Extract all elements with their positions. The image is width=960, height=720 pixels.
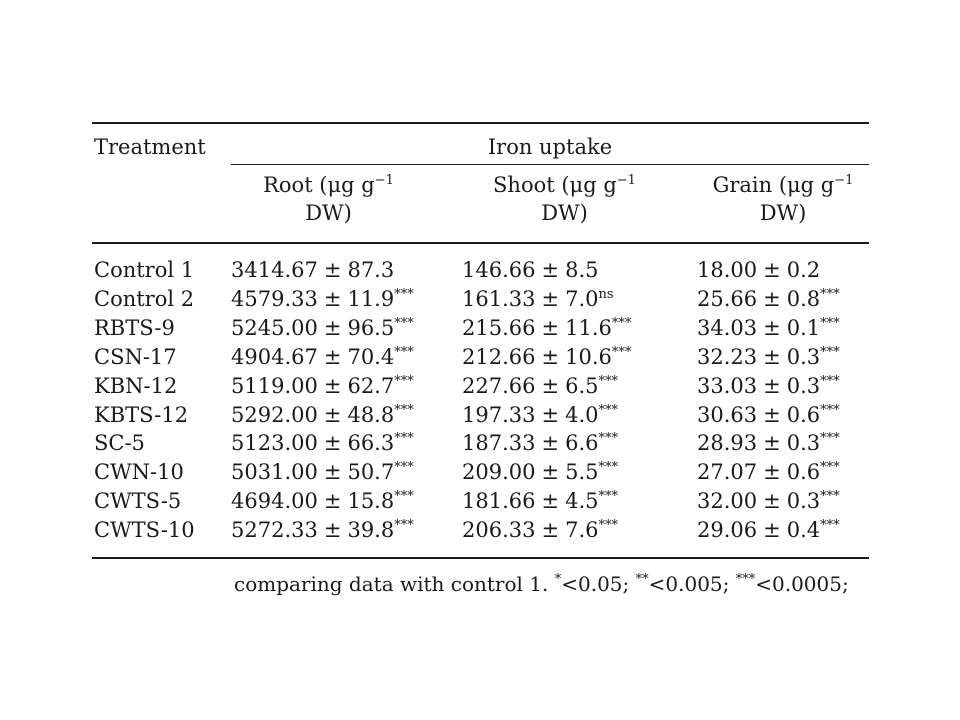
table-row — [92, 256, 869, 284]
shoot-mean: 206.33 — [462, 518, 536, 543]
shoot-sd: 8.5 — [565, 258, 599, 282]
footnote-sig2: ** — [635, 572, 649, 587]
treatment-cell: KBN-12 — [94, 373, 178, 398]
plus-minus-symbol: ± — [323, 402, 342, 427]
table-row — [92, 516, 869, 544]
root-significance: *** — [394, 431, 414, 447]
plus-minus-symbol: ± — [763, 373, 781, 398]
treatment-cell: Control 1 — [94, 258, 195, 282]
root-mean: 4904.67 — [231, 344, 318, 369]
root-cell — [231, 256, 394, 288]
plus-minus-symbol: ± — [323, 489, 342, 514]
root-significance: *** — [394, 402, 414, 418]
column-header-root-line1: Root (μg g — [263, 173, 375, 197]
shoot-cell — [462, 343, 631, 375]
root-sd: 39.8 — [347, 518, 395, 543]
column-header-shoot-line2: DW) — [541, 201, 588, 225]
plus-minus-symbol: ± — [763, 460, 781, 485]
table-row — [92, 285, 869, 313]
shoot-mean: 187.33 — [462, 431, 536, 456]
root-significance: *** — [394, 315, 414, 331]
grain-significance: *** — [820, 402, 840, 418]
grain-cell — [697, 401, 840, 433]
shoot-sd: 5.5 — [565, 460, 599, 485]
plus-minus-symbol: ± — [323, 315, 342, 340]
grain-significance: *** — [820, 460, 840, 476]
root-significance: *** — [394, 344, 414, 360]
plus-minus-symbol: ± — [323, 518, 342, 543]
top-rule — [92, 122, 869, 124]
plus-minus-symbol: ± — [763, 286, 781, 311]
table-row — [92, 487, 869, 515]
root-cell — [231, 343, 414, 375]
grain-cell — [697, 314, 840, 346]
shoot-cell — [462, 256, 599, 288]
column-header-grain — [697, 173, 869, 225]
grain-mean: 28.93 — [697, 431, 758, 456]
grain-cell — [697, 429, 840, 461]
table-row — [92, 372, 869, 400]
root-mean: 5119.00 — [231, 373, 318, 398]
footnote-prefix: comparing data with control 1. — [234, 572, 555, 596]
shoot-cell — [462, 372, 618, 404]
footnote-sig3: *** — [735, 572, 756, 587]
shoot-mean: 161.33 — [462, 286, 536, 311]
grain-significance: *** — [820, 431, 840, 447]
plus-minus-symbol: ± — [541, 460, 560, 485]
shoot-sd: 10.6 — [565, 344, 612, 369]
plus-minus-symbol: ± — [541, 344, 560, 369]
root-mean: 4579.33 — [231, 286, 318, 311]
grain-sd: 0.6 — [786, 402, 821, 427]
column-header-grain-line2: DW) — [759, 201, 807, 225]
footnote-p2: <0.005; — [648, 572, 736, 596]
plus-minus-symbol: ± — [763, 489, 781, 514]
root-mean: 5272.33 — [231, 518, 318, 543]
column-header-grain-exp: −1 — [834, 173, 854, 188]
root-significance: *** — [394, 489, 414, 505]
plus-minus-symbol: ± — [763, 518, 781, 543]
shoot-cell — [462, 458, 618, 490]
grain-mean: 27.07 — [697, 460, 758, 485]
root-cell — [231, 285, 414, 317]
root-cell — [231, 516, 414, 548]
grain-sd: 0.6 — [786, 460, 821, 485]
shoot-sd: 4.0 — [565, 402, 599, 427]
root-mean: 5245.00 — [231, 315, 318, 340]
grain-mean: 32.23 — [697, 344, 758, 369]
column-header-shoot-line1: Shoot (μg g — [493, 173, 617, 197]
grain-sd: 0.3 — [786, 373, 821, 398]
treatment-cell: SC-5 — [94, 431, 145, 456]
grain-mean: 30.63 — [697, 402, 758, 427]
shoot-cell — [462, 516, 618, 548]
grain-mean: 32.00 — [697, 489, 758, 514]
root-mean: 5123.00 — [231, 431, 318, 456]
footnote-p1: <0.05; — [561, 572, 636, 596]
shoot-significance: *** — [598, 518, 618, 534]
root-cell — [231, 429, 414, 461]
shoot-sd: 7.0 — [565, 286, 599, 311]
treatment-cell: CSN-17 — [94, 344, 177, 369]
footnote-p3: <0.0005; — [755, 572, 849, 596]
shoot-cell — [462, 314, 631, 346]
grain-sd: 0.3 — [786, 431, 821, 456]
root-sd: 15.8 — [347, 489, 395, 514]
plus-minus-symbol: ± — [323, 373, 342, 398]
plus-minus-symbol: ± — [541, 315, 560, 340]
grain-sd: 0.3 — [786, 344, 821, 369]
plus-minus-symbol: ± — [541, 431, 560, 456]
plus-minus-symbol: ± — [323, 344, 342, 369]
root-significance: *** — [394, 460, 414, 476]
root-sd: 62.7 — [347, 373, 395, 398]
grain-sd: 0.2 — [786, 258, 821, 282]
grain-sd: 0.3 — [786, 489, 821, 514]
root-sd: 48.8 — [347, 402, 395, 427]
column-header-root-exp: −1 — [374, 173, 394, 188]
grain-significance: *** — [820, 518, 840, 534]
bottom-rule — [92, 557, 869, 559]
grain-sd: 0.8 — [786, 286, 821, 311]
grain-cell — [697, 343, 840, 375]
root-significance: *** — [394, 286, 414, 302]
root-sd: 70.4 — [347, 344, 395, 369]
shoot-sd: 4.5 — [565, 489, 599, 514]
shoot-cell — [462, 401, 618, 433]
column-header-shoot-exp: −1 — [616, 173, 636, 188]
plus-minus-symbol: ± — [541, 286, 560, 311]
shoot-mean: 212.66 — [462, 344, 536, 369]
table-row — [92, 401, 869, 429]
root-significance: *** — [394, 518, 414, 534]
root-cell — [231, 372, 414, 404]
table-footnote — [234, 572, 849, 596]
shoot-significance: *** — [611, 315, 632, 331]
footnote-sig1: * — [554, 572, 562, 587]
root-sd: 66.3 — [347, 431, 395, 456]
header-rule — [92, 242, 869, 244]
grain-mean: 18.00 — [697, 258, 758, 282]
root-sd: 11.9 — [347, 286, 395, 311]
root-mean: 3414.67 — [231, 258, 318, 282]
shoot-significance: *** — [598, 402, 618, 418]
grain-significance: *** — [820, 315, 840, 331]
shoot-sd: 7.6 — [565, 518, 599, 543]
grain-significance: *** — [820, 344, 840, 360]
plus-minus-symbol: ± — [763, 344, 781, 369]
plus-minus-symbol: ± — [541, 489, 560, 514]
root-mean: 4694.00 — [231, 489, 318, 514]
shoot-mean: 227.66 — [462, 373, 536, 398]
root-cell — [231, 314, 414, 346]
shoot-mean: 197.33 — [462, 402, 536, 427]
column-header-root-line2: DW) — [305, 201, 352, 225]
plus-minus-symbol: ± — [323, 460, 342, 485]
grain-cell — [697, 256, 820, 288]
grain-significance: *** — [820, 286, 840, 302]
shoot-cell — [462, 429, 618, 461]
root-sd: 96.5 — [347, 315, 395, 340]
grain-mean: 33.03 — [697, 373, 758, 398]
shoot-sd: 6.5 — [565, 373, 599, 398]
treatment-cell: KBTS-12 — [94, 402, 189, 427]
shoot-mean: 146.66 — [462, 258, 536, 282]
treatment-cell: Control 2 — [94, 286, 195, 311]
column-header-grain-line1: Grain (μg g — [712, 173, 835, 197]
grain-cell — [697, 516, 840, 548]
grain-mean: 34.03 — [697, 315, 758, 340]
root-mean: 5031.00 — [231, 460, 318, 485]
group-rule — [231, 164, 869, 165]
grain-sd: 0.4 — [786, 518, 821, 543]
shoot-sd: 11.6 — [565, 315, 612, 340]
shoot-significance: ns — [598, 286, 614, 302]
root-sd: 50.7 — [347, 460, 395, 485]
grain-significance: *** — [820, 373, 840, 389]
shoot-significance: *** — [598, 431, 618, 447]
grain-cell — [697, 487, 840, 519]
grain-cell — [697, 285, 840, 317]
plus-minus-symbol: ± — [763, 315, 781, 340]
plus-minus-symbol: ± — [763, 258, 781, 282]
root-cell — [231, 458, 414, 490]
table-row — [92, 458, 869, 486]
table-row — [92, 429, 869, 457]
grain-mean: 25.66 — [697, 286, 758, 311]
treatment-cell: CWTS-10 — [94, 518, 195, 543]
plus-minus-symbol: ± — [541, 518, 560, 543]
shoot-mean: 215.66 — [462, 315, 536, 340]
table-row — [92, 314, 869, 342]
root-mean: 5292.00 — [231, 402, 318, 427]
grain-sd: 0.1 — [786, 315, 821, 340]
column-header-shoot — [462, 173, 667, 225]
treatment-cell: CWTS-5 — [94, 489, 182, 514]
shoot-sd: 6.6 — [565, 431, 599, 456]
root-significance: *** — [394, 373, 414, 389]
grain-cell — [697, 372, 840, 404]
plus-minus-symbol: ± — [541, 402, 560, 427]
root-sd: 87.3 — [347, 258, 395, 282]
grain-significance: *** — [820, 489, 840, 505]
grain-mean: 29.06 — [697, 518, 758, 543]
root-cell — [231, 401, 414, 433]
corner-header: Treatment — [94, 135, 206, 159]
group-header: Iron uptake — [487, 135, 613, 159]
shoot-mean: 181.66 — [462, 489, 536, 514]
shoot-significance: *** — [611, 344, 632, 360]
plus-minus-symbol: ± — [541, 258, 560, 282]
column-header-root — [231, 173, 426, 225]
plus-minus-symbol: ± — [323, 258, 342, 282]
grain-cell — [697, 458, 840, 490]
shoot-cell — [462, 285, 614, 317]
shoot-significance: *** — [598, 460, 618, 476]
table-row — [92, 343, 869, 371]
plus-minus-symbol: ± — [323, 431, 342, 456]
plus-minus-symbol: ± — [323, 286, 342, 311]
treatment-cell: CWN-10 — [94, 460, 184, 485]
shoot-cell — [462, 487, 618, 519]
plus-minus-symbol: ± — [763, 431, 781, 456]
shoot-significance: *** — [598, 373, 618, 389]
plus-minus-symbol: ± — [541, 373, 560, 398]
plus-minus-symbol: ± — [763, 402, 781, 427]
treatment-cell: RBTS-9 — [94, 315, 175, 340]
shoot-significance: *** — [598, 489, 618, 505]
shoot-mean: 209.00 — [462, 460, 536, 485]
root-cell — [231, 487, 414, 519]
